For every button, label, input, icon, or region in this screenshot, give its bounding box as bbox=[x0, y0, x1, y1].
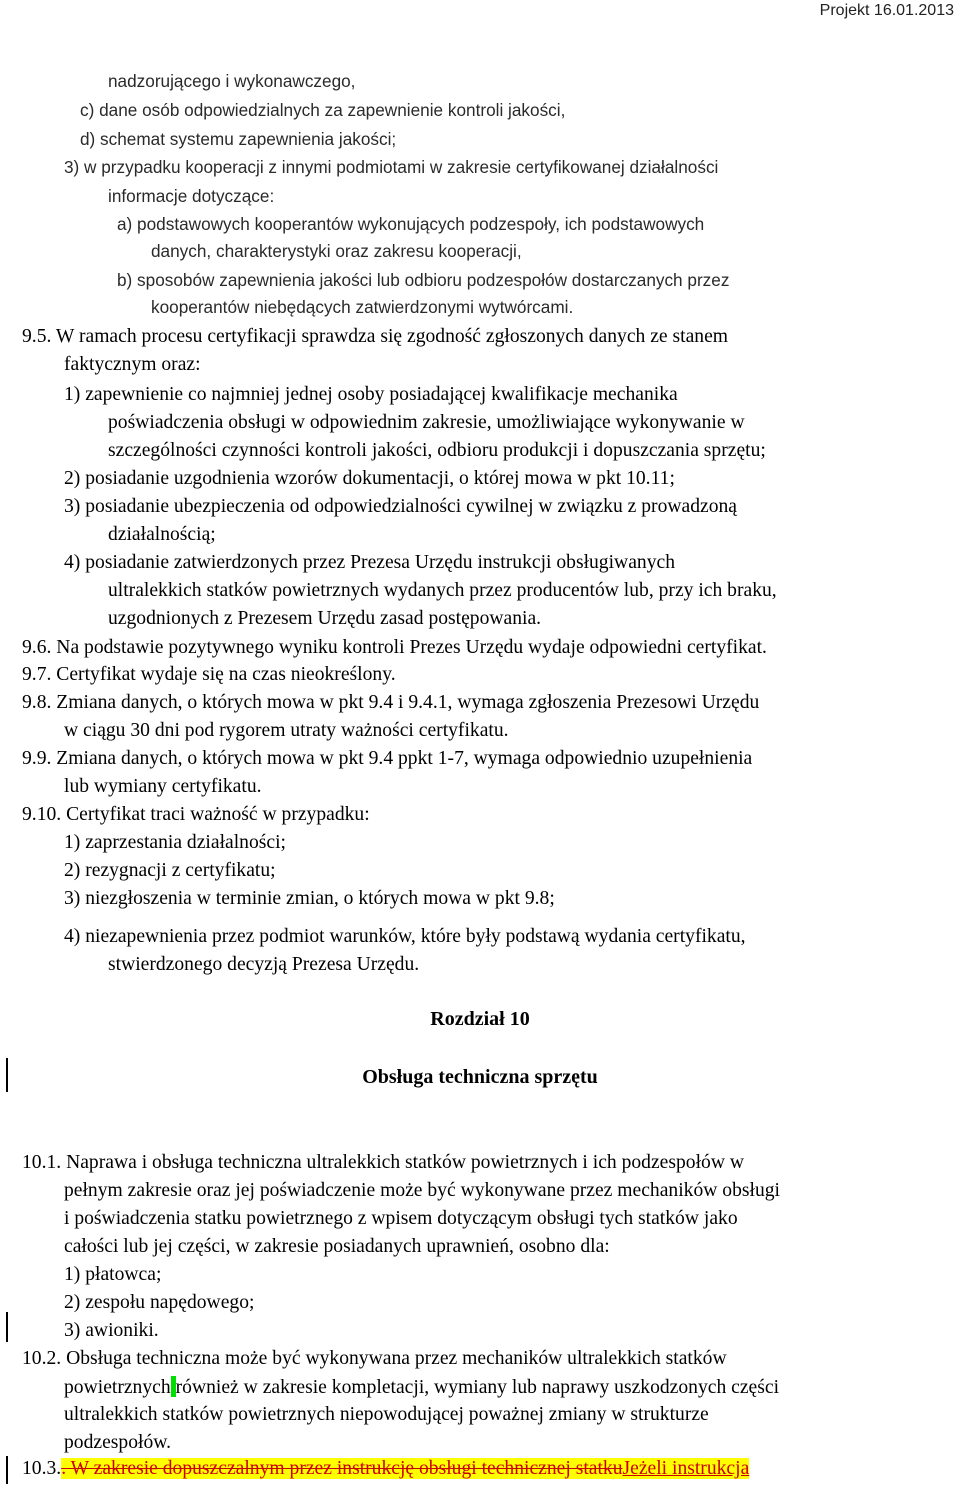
list-item-b-cont: kooperantów niebędących zatwierdzonymi wytwórcami. bbox=[151, 297, 574, 317]
paragraph-9-5-cont: faktycznym oraz: bbox=[64, 354, 201, 375]
list-item-1-cont: szczególności czynności kontroli jakości, odbioru produkcji i dopuszczania sprzętu; bbox=[108, 440, 766, 461]
chapter-title: Obsługa techniczna sprzętu bbox=[362, 1066, 598, 1088]
chapter-number: Rozdział 10 bbox=[430, 1008, 530, 1030]
paragraph-9-5: 9.5. W ramach procesu certyfikacji sprawdza się zgodność zgłoszonych danych ze stanem bbox=[22, 326, 729, 347]
list-item-c: c) dane osób odpowiedzialnych za zapewnienie kontroli jakości, bbox=[80, 100, 566, 120]
list-item-3: 3) awioniki. bbox=[64, 1320, 159, 1341]
deleted-text: . W zakresie dopuszczalnym przez instrukcję obsługi technicznej statku bbox=[61, 1458, 623, 1479]
list-item-1: 1) zaprzestania działalności; bbox=[64, 832, 286, 853]
text-run: również w zakresie kompletacji, wymiany lub naprawy uszkodzonych części bbox=[175, 1377, 780, 1398]
highlighted-change bbox=[61, 1458, 749, 1479]
text-run: powietrznych bbox=[64, 1377, 171, 1398]
list-item-3: 3) w przypadku kooperacji z innymi podmiotami w zakresie certyfikowanej działalności bbox=[64, 157, 719, 177]
paragraph-9-7: 9.7. Certyfikat wydaje się na czas nieokreślony. bbox=[22, 664, 396, 685]
paragraph-9-9: 9.9. Zmiana danych, o których mowa w pkt 9.4 ppkt 1-7, wymaga odpowiednio uzupełnienia bbox=[22, 748, 753, 769]
change-bar bbox=[6, 1312, 8, 1342]
paragraph-10-1: 10.1. Naprawa i obsługa techniczna ultralekkich statków powietrznych i ich podzespołów w bbox=[22, 1152, 745, 1173]
list-item-3: 3) posiadanie ubezpieczenia od odpowiedzialności cywilnej w związku z prowadzoną bbox=[64, 496, 737, 517]
list-item-a-cont: danych, charakterystyki oraz zakresu kooperacji, bbox=[151, 241, 522, 261]
paragraph-9-10: 9.10. Certyfikat traci ważność w przypadku: bbox=[22, 804, 370, 825]
paragraph-9-9-cont: lub wymiany certyfikatu. bbox=[64, 776, 262, 797]
list-item-4-cont: stwierdzonego decyzją Prezesa Urzędu. bbox=[108, 954, 420, 975]
paragraph-10-2-cont: ultralekkich statków powietrznych niepowodującej poważnej zmiany w strukturze bbox=[64, 1404, 709, 1425]
continuation-line: nadzorującego i wykonawczego, bbox=[108, 71, 356, 91]
list-item-4-cont: ultralekkich statków powietrznych wydanych przez producentów lub, przy ich braku, bbox=[108, 580, 777, 601]
paragraph-10-2-cont: podzespołów. bbox=[64, 1432, 172, 1453]
paragraph-9-6: 9.6. Na podstawie pozytywnego wyniku kontroli Prezes Urzędu wydaje odpowiedni certyfikat. bbox=[22, 637, 767, 658]
list-item-2: 2) zespołu napędowego; bbox=[64, 1292, 255, 1313]
list-item-4: 4) niezapewnienia przez podmiot warunków, które były podstawą wydania certyfikatu, bbox=[64, 926, 746, 947]
paragraph-10-1-cont: i poświadczenia statku powietrznego z wpisem dotyczącym obsługi tych statków jako bbox=[64, 1208, 738, 1229]
list-item-3-cont: informacje dotyczące: bbox=[108, 186, 275, 206]
list-item-3: 3) niezgłoszenia w terminie zmian, o których mowa w pkt 9.8; bbox=[64, 888, 555, 909]
list-item-3-cont: działalnością; bbox=[108, 524, 216, 545]
list-item-2: 2) rezygnacji z certyfikatu; bbox=[64, 860, 276, 881]
list-item-a: a) podstawowych kooperantów wykonujących podzespoły, ich podstawowych bbox=[117, 214, 705, 234]
list-item-1-cont: poświadczenia obsługi w odpowiednim zakresie, umożliwiające wykonywanie w bbox=[108, 412, 745, 433]
list-item-d: d) schemat systemu zapewnienia jakości; bbox=[80, 129, 397, 149]
list-item-4: 4) posiadanie zatwierdzonych przez Prezesa Urzędu instrukcji obsługiwanych bbox=[64, 552, 675, 573]
change-bar bbox=[6, 1058, 8, 1092]
list-item-2: 2) posiadanie uzgodnienia wzorów dokumentacji, o której mowa w pkt 10.11; bbox=[64, 468, 675, 489]
paragraph-10-1-cont: pełnym zakresie oraz jej poświadczenie może być wykonywane przez mechaników obsługi bbox=[64, 1180, 780, 1201]
paragraph-9-8: 9.8. Zmiana danych, o których mowa w pkt 9.4 i 9.4.1, wymaga zgłoszenia Prezesowi Urzędu bbox=[22, 692, 760, 713]
list-item-4-cont: uzgodnionych z Prezesem Urzędu zasad postępowania. bbox=[108, 608, 542, 629]
paragraph-number: 10.3. bbox=[22, 1458, 62, 1479]
list-item-1: 1) zapewnienie co najmniej jednej osoby posiadającej kwalifikacje mechanika bbox=[64, 384, 678, 405]
paragraph-10-1-cont: całości lub jej części, w zakresie posiadanych uprawnień, osobno dla: bbox=[64, 1236, 610, 1257]
inserted-text: Jeżeli instrukcja bbox=[622, 1458, 750, 1479]
paragraph-10-2-cont bbox=[64, 1376, 779, 1399]
list-item-b: b) sposobów zapewnienia jakości lub odbioru podzespołów dostarczanych przez bbox=[117, 270, 730, 290]
paragraph-10-2: 10.2. Obsługa techniczna może być wykonywana przez mechaników ultralekkich statków bbox=[22, 1348, 727, 1369]
list-item-1: 1) płatowca; bbox=[64, 1264, 162, 1285]
document-version-stamp: Projekt 16.01.2013 bbox=[819, 2, 954, 19]
change-bar bbox=[6, 1456, 8, 1484]
paragraph-10-3 bbox=[22, 1458, 749, 1480]
paragraph-9-8-cont: w ciągu 30 dni pod rygorem utraty ważności certyfikatu. bbox=[64, 720, 509, 741]
